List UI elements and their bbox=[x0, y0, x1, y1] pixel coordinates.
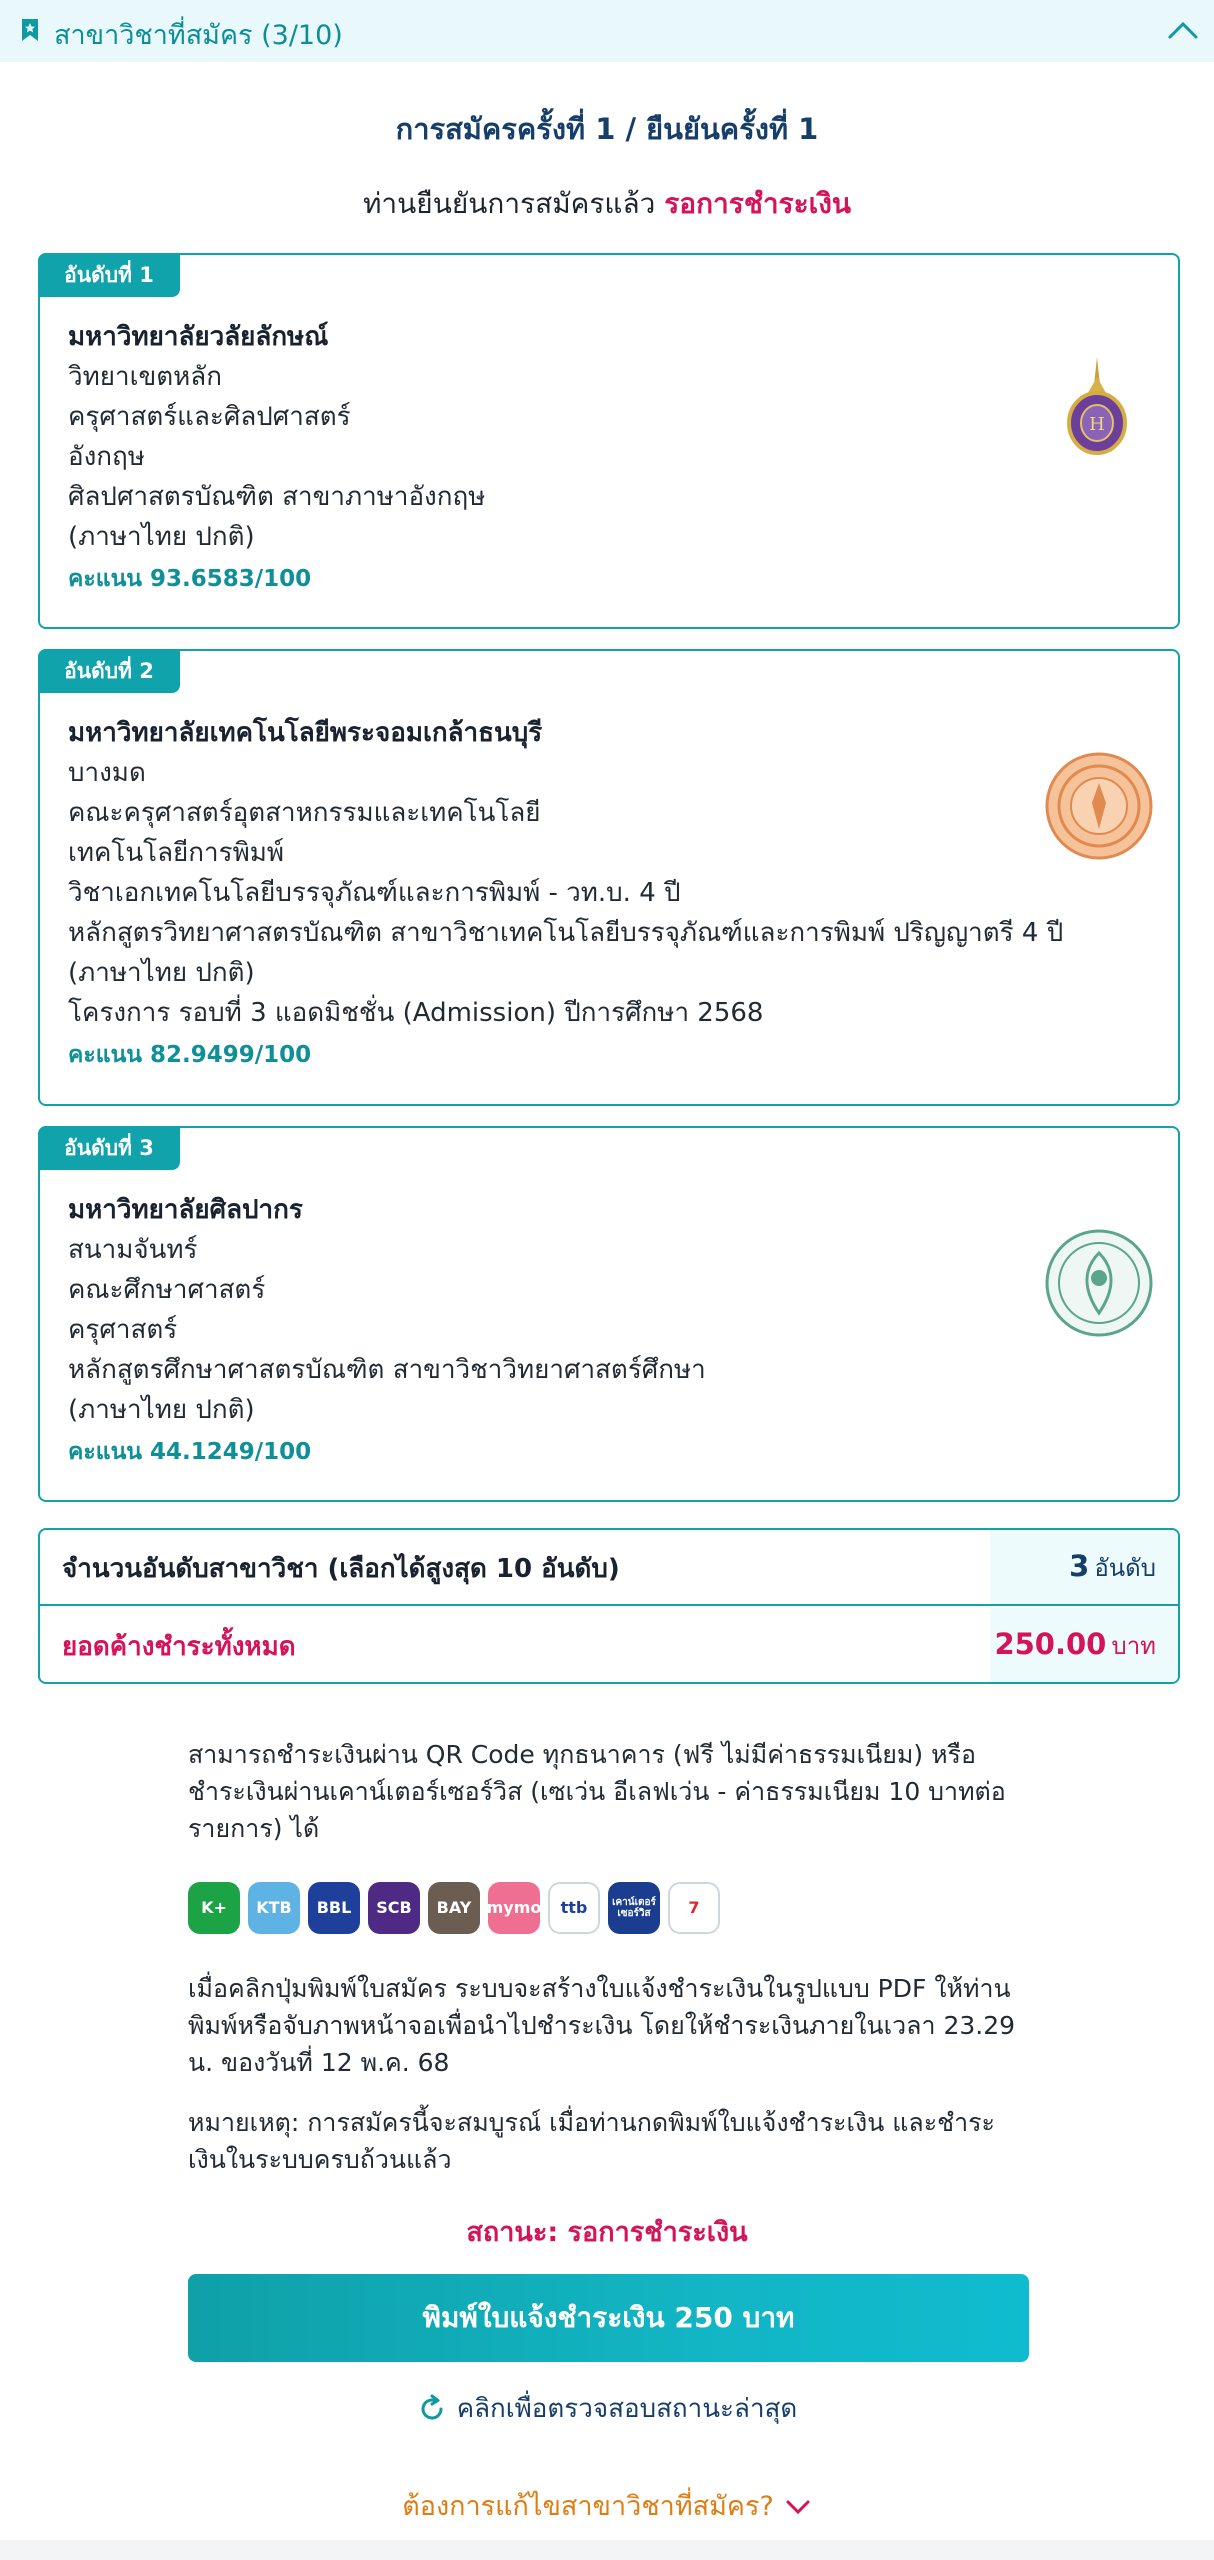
university-logo bbox=[1044, 751, 1154, 861]
refresh-status-link[interactable] bbox=[0, 2388, 1214, 2429]
confirm-prefix: ท่านยืนยันการสมัครแล้ว bbox=[362, 187, 656, 220]
university-name: มหาวิทยาลัยเทคโนโลยีพระจอมเกล้าธนบุรี bbox=[68, 718, 543, 748]
total-due-label: ยอดค้างชำระทั้งหมด bbox=[62, 1632, 296, 1662]
round-title: การสมัครครั้งที่ 1 / ยืนยันครั้งที่ 1 bbox=[395, 112, 819, 146]
total-due-row bbox=[40, 1608, 1178, 1684]
program: หลักสูตรศึกษาศาสตรบัณฑิต สาขาวิชาวิทยาศาสตร์ศึกษา bbox=[68, 1355, 706, 1385]
program: ศิลปศาสตรบัณฑิต สาขาภาษาอังกฤษ bbox=[68, 482, 486, 512]
bank-logo-icon: ttb bbox=[548, 1882, 600, 1934]
rank-count-row bbox=[40, 1530, 1178, 1606]
bank-logos bbox=[188, 1882, 720, 1936]
university-logo bbox=[1062, 355, 1132, 465]
total-due-unit: บาท bbox=[1111, 1632, 1156, 1660]
edit-label: ต้องการแก้ไขสาขาวิชาที่สมัคร? bbox=[402, 2491, 774, 2522]
rank-count-label: จำนวนอันดับสาขาวิชา (เลือกได้สูงสุด 10 อันดับ) bbox=[62, 1554, 620, 1584]
print-info: เมื่อคลิกปุ่มพิมพ์ใบสมัคร ระบบจะสร้างใบแจ้งชำระเงินในรูปแบบ PDF ให้ท่านพิมพ์หรือจับภาพหน้าจอเพื่อนำไปชำระเงิน โดยให้ชำระเงินภายในเวลา 23.29 น. ของวันที่ 12 พ.ค. 68 bbox=[188, 1974, 1016, 2077]
bank-logo-icon: BAY bbox=[428, 1882, 480, 1934]
confirm-status: รอการชำระเงิน bbox=[664, 187, 852, 220]
score: คะแนน 44.1249/100 bbox=[68, 1439, 312, 1465]
bank-logo-icon: BBL bbox=[308, 1882, 360, 1934]
svg-text:H: H bbox=[1089, 414, 1105, 435]
rank-badge: อันดับที่ 3 bbox=[38, 1126, 180, 1170]
total-due-cell bbox=[990, 1608, 1178, 1684]
section-title: สาขาวิชาที่สมัคร (3/10) bbox=[54, 20, 343, 51]
bookmark-star-icon bbox=[20, 18, 40, 42]
score: คะแนน 93.6583/100 bbox=[68, 566, 312, 592]
choice-card-1 bbox=[38, 253, 1180, 629]
confirm-status-line bbox=[0, 182, 1214, 226]
print-invoice-button[interactable]: พิมพ์ใบแจ้งชำระเงิน 250 บาท bbox=[188, 2274, 1029, 2362]
campus: บางมด bbox=[68, 758, 146, 788]
bank-logo-icon: KTB bbox=[248, 1882, 300, 1934]
edit-choices-link[interactable] bbox=[0, 2484, 1214, 2527]
bank-logo-icon: 7 bbox=[668, 1882, 720, 1934]
rank-badge: อันดับที่ 2 bbox=[38, 649, 180, 693]
note: หมายเหตุ: การสมัครนี้จะสมบูรณ์ เมื่อท่านกดพิมพ์ใบแจ้งชำระเงิน และชำระเงินในระบบครบถ้วนแล้ว bbox=[188, 2108, 995, 2174]
concentration: วิชาเอกเทคโนโลยีบรรจุภัณฑ์และการพิมพ์ - วท.บ. 4 ปี bbox=[68, 878, 681, 908]
language: (ภาษาไทย ปกติ) bbox=[68, 1395, 255, 1425]
payment-info: สามารถชำระเงินผ่าน QR Code ทุกธนาคาร (ฟรี ไม่มีค่าธรรมเนียม) หรือชำระเงินผ่านเคาน์เตอร์เซอร์วิส (เซเว่น อีเลฟเว่น - ค่าธรรมเนียม 10 บาทต่อรายการ) ได้ bbox=[188, 1740, 1006, 1843]
payment-status: สถานะ: รอการชำระเงิน bbox=[466, 2217, 748, 2248]
rank-count-cell bbox=[990, 1530, 1178, 1604]
chevron-down-icon bbox=[784, 2492, 812, 2520]
university-name: มหาวิทยาลัยวลัยลักษณ์ bbox=[68, 322, 329, 352]
section-header[interactable] bbox=[0, 0, 1214, 62]
major: เทคโนโลยีการพิมพ์ bbox=[68, 838, 285, 868]
faculty: คณะศึกษาศาสตร์ bbox=[68, 1275, 266, 1305]
rank-count-value: 3 bbox=[1069, 1549, 1090, 1583]
bank-logo-icon: เคาน์เตอร์ เซอร์วิส bbox=[608, 1882, 660, 1934]
faculty: ครุศาสตร์และศิลปศาสตร์ bbox=[68, 402, 351, 432]
bank-logo-icon: K+ bbox=[188, 1882, 240, 1934]
choice-card-2 bbox=[38, 649, 1180, 1106]
project: โครงการ รอบที่ 3 แอดมิชชั่น (Admission) ปีการศึกษา 2568 bbox=[68, 998, 764, 1028]
rank-badge: อันดับที่ 1 bbox=[38, 253, 180, 297]
score: คะแนน 82.9499/100 bbox=[68, 1042, 312, 1068]
university-logo bbox=[1044, 1228, 1154, 1338]
language: (ภาษาไทย ปกติ) bbox=[68, 958, 255, 988]
campus: วิทยาเขตหลัก bbox=[68, 362, 222, 392]
summary-table bbox=[38, 1528, 1180, 1684]
major: ครุศาสตร์ bbox=[68, 1315, 178, 1345]
bank-logo-icon: mymo bbox=[488, 1882, 540, 1934]
bottom-edge bbox=[0, 2540, 1214, 2560]
campus: สนามจันทร์ bbox=[68, 1235, 198, 1265]
refresh-icon bbox=[417, 2394, 447, 2424]
rank-count-unit: อันดับ bbox=[1094, 1554, 1156, 1582]
university-name: มหาวิทยาลัยศิลปากร bbox=[68, 1195, 303, 1225]
major: อังกฤษ bbox=[68, 442, 145, 472]
chevron-up-icon[interactable] bbox=[1166, 14, 1200, 48]
language: (ภาษาไทย ปกติ) bbox=[68, 522, 255, 552]
refresh-label: คลิกเพื่อตรวจสอบสถานะล่าสุด bbox=[456, 2394, 798, 2424]
choice-card-3 bbox=[38, 1126, 1180, 1502]
total-due-value: 250.00 bbox=[994, 1627, 1107, 1661]
program: หลักสูตรวิทยาศาสตรบัณฑิต สาขาวิชาเทคโนโลยีบรรจุภัณฑ์และการพิมพ์ ปริญญาตรี 4 ปี bbox=[68, 918, 1064, 948]
bank-logo-icon: SCB bbox=[368, 1882, 420, 1934]
faculty: คณะครุศาสตร์อุตสาหกรรมและเทคโนโลยี bbox=[68, 798, 541, 828]
